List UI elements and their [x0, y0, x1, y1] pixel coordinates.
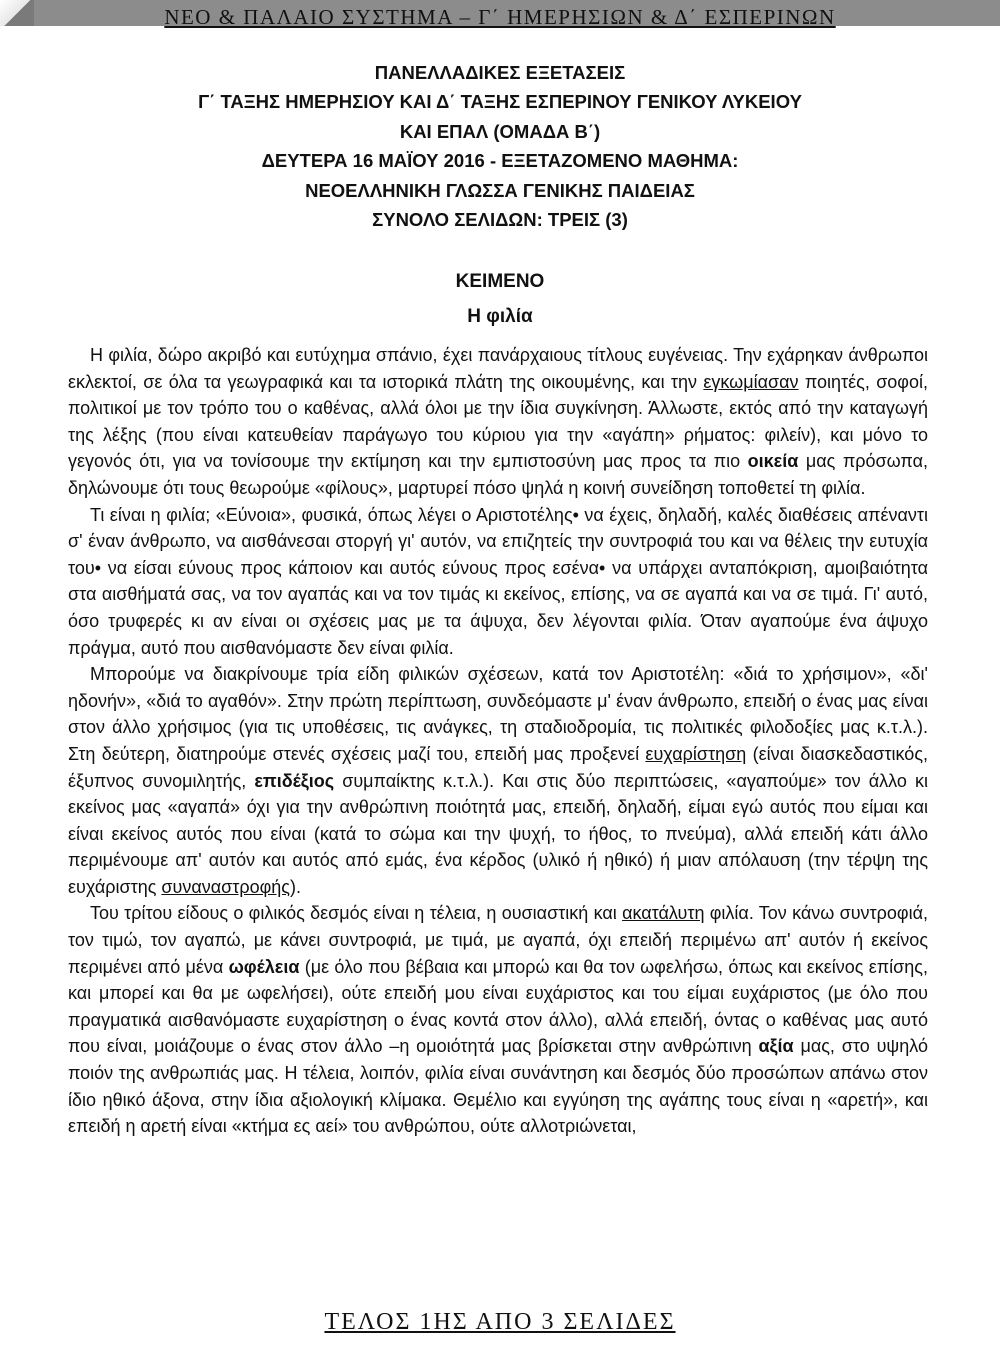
- underlined-word: ακατάλυτη: [622, 903, 705, 924]
- text-run: Του τρίτου είδους ο φιλικός δεσμός είναι η τέλεια, η ουσιαστική και: [90, 903, 623, 924]
- title-line-2: Γ΄ ΤΑΞΗΣ ΗΜΕΡΗΣΙΟΥ ΚΑΙ Δ΄ ΤΑΞΗΣ ΕΣΠΕΡΙΝΟΥ ΓΕΝΙΚΟΥ ΛΥΚΕΙΟΥ: [198, 91, 802, 113]
- title-line-6: ΣΥΝΟΛΟ ΣΕΛΙΔΩΝ: ΤΡΕΙΣ (3): [372, 209, 628, 231]
- paragraph-2: [68, 502, 928, 662]
- text-title: Η φιλία: [467, 306, 533, 327]
- bold-word: αξία: [758, 1036, 794, 1057]
- paragraph-3: [68, 661, 928, 900]
- text-run: Τι είναι η φιλία; «Εύνοια», φυσικά, όπως λέγει ο Αριστοτέλης• να έχεις, δηλαδή, καλές διαθέσεις απέναντι σ' έναν άνθρωπο, να αισθάνεσαι στοργή γι' αυτόν, να επιζητείς την συντροφιά του και να θέλεις την ευτυχία του• να είσαι εύνους προς κάποιον και αυτός εύνους προς εσένα• να υπάρχει ανταπόκριση, αμοιβαιότητα στα αισθήματά σας, να τον αγαπάς και να τον τιμάς κι εκείνος, επίσης, να σε αγαπά και να σε τιμά. Γι' αυτό, όσο τρυφερές κι αν είναι οι σχέσεις μας με τα άψυχα, δεν λέγονται φιλία. Όταν αγαπούμε ένα άψυχο πράγμα, αυτό που αισθανόμαστε δεν είναι φιλία.: [68, 504, 928, 658]
- title-line-4: ΔΕΥΤΕΡΑ 16 ΜΑΪΟΥ 2016 - ΕΞΕΤΑΖΟΜΕΝΟ ΜΑΘΗΜΑ:: [261, 150, 739, 172]
- bold-word: οικεία: [747, 451, 799, 472]
- text-run: Μπορούμε να διακρίνουμε τρία είδη φιλικών σχέσεων, κατά τον Αριστοτέλη: «διά το χρήσιμον», «δι' ηδονήν», «διά το αγαθόν». Στην πρώτη περίπτωση, συνδεόμαστε μ' έναν άνθρωπο, επειδή ο ένας μας είναι στον άλλο χρήσιμος (για τις υποθέσεις, τις ανάγκες, τη σταδιοδρομία, τις πολιτικές φιλοδοξίες μας κ.τ.λ.). Στη δεύτερη, διατηρούμε στενές σχέσεις μαζί του, επειδή μας προξενεί: [68, 664, 928, 764]
- exam-title-block: [40, 58, 960, 234]
- title-line-1: ΠΑΝΕΛΛΑΔΙΚΕΣ ΕΞΕΤΑΣΕΙΣ: [374, 62, 626, 83]
- text-run: φιλία. Τον κάνω συντροφιά, τον τιμώ, τον αγαπώ, με κάνει συντροφιά, με τιμά, με αγαπά, όχι επειδή περιμένω απ' αυτόν ή εκείνος περιμένει από μένα: [68, 903, 928, 977]
- bold-word: επιδέξιος: [254, 770, 335, 791]
- section-heading: ΚΕΙΜΕΝΟ: [455, 271, 545, 292]
- body-text: [68, 342, 928, 1140]
- text-run: μας, στο υψηλό ποιόν της ανθρωπιάς μας. Η τέλεια, λοιπόν, φιλία είναι συνάντηση και δεσμός δύο προσώπων απάνω στον ίδιο ηθικό άξονα, στην ίδια αξιολογική κλίμακα. Θεμέλιο και εγγύηση της αγάπης τους είναι η «αρετή», και επειδή η αρετή είναι «κτήμα ες αεί» του ανθρώπου, ούτε αλλοτριώνεται,: [68, 1036, 928, 1137]
- text-run: ποιητές, σοφοί, πολιτικοί με τον τρόπο του ο καθένας, αλλά όλοι με την ίδια συγκίνηση. Άλλωστε, εκτός από την καταγωγή της λέξης (που είναι κατευθείαν παράγωγο του κύριου για την «αγάπη» ρήματος: φιλείν), και μόνο το γεγονός ότι, για να τονίσουμε την εκτίμηση και την εμπιστοσύνη μας προς τα πιο: [68, 371, 928, 472]
- underlined-word: εγκωμίασαν: [703, 371, 799, 392]
- page-footer: ΤΕΛΟΣ 1ΗΣ ΑΠΟ 3 ΣΕΛΙΔΕΣ: [324, 1309, 676, 1335]
- text-run: συμπαίκτης κ.τ.λ.). Και στις δύο περιπτώσεις, «αγαπούμε» τον άλλο κι εκείνος μας «αγαπά» όχι για την ανθρώπινη ποιότητά μας, επειδή, δηλαδή, είμαι εγώ αυτός που είμαι και είναι εκείνος αυτός που είναι (κατά το σώμα και την ψυχή, το ήθος, το πνεύμα), αλλά επειδή κάτι άλλο περιμένουμε απ' αυτόν και αυτός από εμάς, ένα κέρδος (υλικό ή ηθικό) ή μιαν απόλαυση (την τέρψη της ευχάριστης: [68, 770, 928, 897]
- text-run: Η φιλία, δώρο ακριβό και ευτύχημα σπάνιο, έχει πανάρχαιους τίτλους ευγένειας. Την εχάρηκαν άνθρωποι εκλεκτοί, σε όλα τα γεωγραφικά και τα ιστορικά πλάτη της οικουμένης, και την: [68, 345, 928, 392]
- text-run: ).: [289, 876, 301, 897]
- bold-word: ωφέλεια: [228, 956, 300, 977]
- title-line-3: ΚΑΙ ΕΠΑΛ (ΟΜΑΔΑ Β΄): [399, 120, 601, 142]
- text-run: (είναι διασκεδαστικός, έξυπνος συνομιλητής,: [68, 743, 928, 791]
- underlined-word: συναναστροφής: [161, 876, 290, 897]
- text-run: μας πρόσωπα, δηλώνουμε ότι τους θεωρούμε «φίλους», μαρτυρεί πόσο ψηλά η κοινή συνείδηση τοποθετεί τη φιλία.: [68, 451, 928, 498]
- paragraph-1: [68, 342, 928, 502]
- underlined-word: ευχαρίστηση: [645, 743, 747, 764]
- running-header: ΝΕΟ & ΠΑΛΑΙΟ ΣΥΣΤΗΜΑ – Γ΄ ΗΜΕΡΗΣΙΩΝ & Δ΄ ΕΣΠΕΡΙΝΩΝ: [164, 5, 836, 29]
- paragraph-4: [68, 900, 928, 1139]
- text-run: (με όλο που βέβαια και μπορώ και θα τον ωφελήσω, όπως και εκείνος επίσης, και μπορεί και θα με ωφελήσει), ούτε επειδή μου είναι ευχάριστος και του είμαι ευχάριστος (με όλο που πραγματικά αισθανόμαστε ευχαρίστηση ο ένας κοντά στον άλλο), αλλά επειδή, όντας ο καθένας μας αυτό που είναι, μοιάζουμε ο ένας στον άλλο –η ομοιότητά μας βρίσκεται στην ανθρώπινη: [68, 956, 928, 1057]
- title-line-5: ΝΕΟΕΛΛΗΝΙΚΗ ΓΛΩΣΣΑ ΓΕΝΙΚΗΣ ΠΑΙΔΕΙΑΣ: [305, 179, 695, 201]
